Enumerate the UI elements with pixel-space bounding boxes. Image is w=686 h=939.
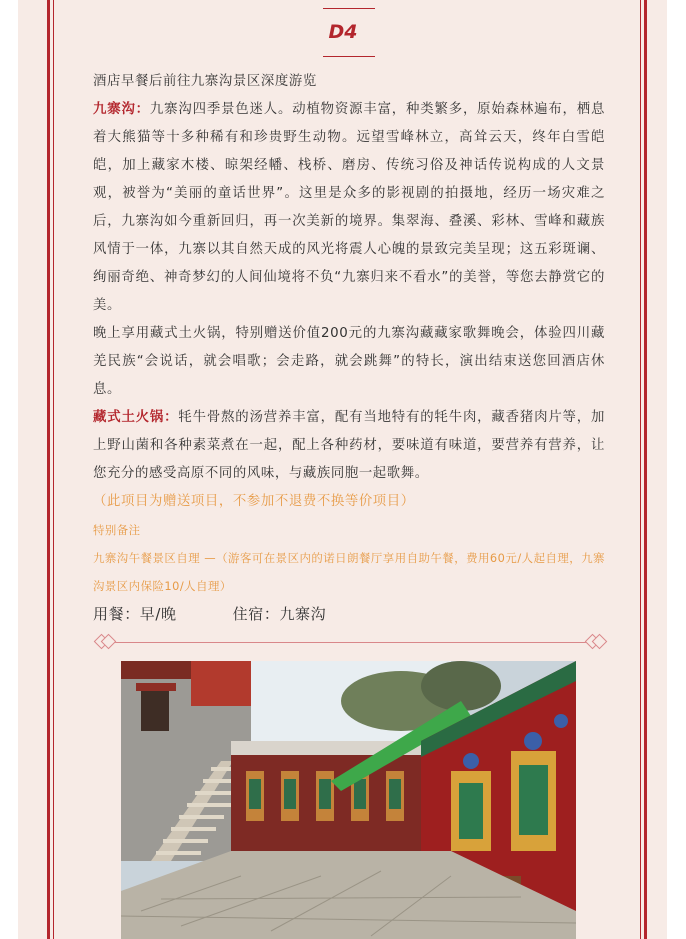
right-border-thin xyxy=(640,0,641,939)
hotpot-heading: 藏式土火锅： xyxy=(93,410,179,425)
day-title: D4 xyxy=(328,21,358,43)
intro-text: 酒店早餐后前往九寨沟景区深度游览 xyxy=(93,74,317,89)
evening-paragraph: 晚上享用藏式土火锅，特别赠送价值200元的九寨沟藏藏家歌舞晚会，体验四川藏羌民族“会说话，就会唱歌；会走路，就会跳舞”的特长，演出结束送您回酒店休息。 xyxy=(93,326,605,397)
special-text: 九寨沟午餐景区自理 —（游客可在景区内的诺日朗餐厅享用自助午餐，费用60元/人起自理，九寨沟景区内保险10/人自理） xyxy=(93,551,605,593)
tibetan-house-photo xyxy=(121,661,576,939)
day-top-rule xyxy=(323,8,375,9)
meal-lodging-row xyxy=(93,600,605,628)
lodging-info: 住宿：九寨沟 xyxy=(232,605,327,623)
jiuzhai-text: 九寨沟四季景色迷人。动植物资源丰富，种类繁多，原始森林遍布，栖息着大熊猫等十多种稀有和珍贵野生动物。远望雪峰林立，高耸云天，终年白雪皑皑，加上藏家木楼、晾架经幡、栈桥、磨房、传统习俗及神话传说构成的人文景观，被誉为“美丽的童话世界”。这里是众多的影视剧的拍摄地，经历一场灾难之后，九寨沟如今重新回归，再一次美新的境界。集翠海、叠溪、彩林、雪峰和藏族风情于一体，九寨以其自然天成的风光将震人心魄的景致完美呈现；这五彩斑谰、绚丽奇绝、神奇梦幻的人间仙境将不负“九寨归来不看水”的美誉，等您去静赏它的美。 xyxy=(93,102,605,313)
section-divider xyxy=(95,642,605,643)
jiuzhai-paragraph xyxy=(93,96,605,320)
left-border-thick xyxy=(47,0,50,939)
hotpot-text: 牦牛骨熬的汤营养丰富，配有当地特有的牦牛肉，藏香猪肉片等，加上野山菌和各种素菜煮在一起，配上各种药材，要味道有味道，要营养有营养，让您充分的感受高原不同的风味，与藏族同胞一起歌舞。 xyxy=(93,410,605,481)
hotpot-paragraph xyxy=(93,404,605,488)
itinerary-content xyxy=(93,68,605,628)
gift-note: （此项目为赠送项目，不参加不退费不换等价项目） xyxy=(93,494,415,509)
day-bottom-rule xyxy=(323,56,375,57)
meals-info: 用餐：早/晚 xyxy=(93,605,177,623)
left-border-thin xyxy=(53,0,54,939)
jiuzhai-heading: 九寨沟： xyxy=(93,102,150,117)
special-title: 特别备注 xyxy=(93,523,141,537)
right-border-thick xyxy=(644,0,647,939)
